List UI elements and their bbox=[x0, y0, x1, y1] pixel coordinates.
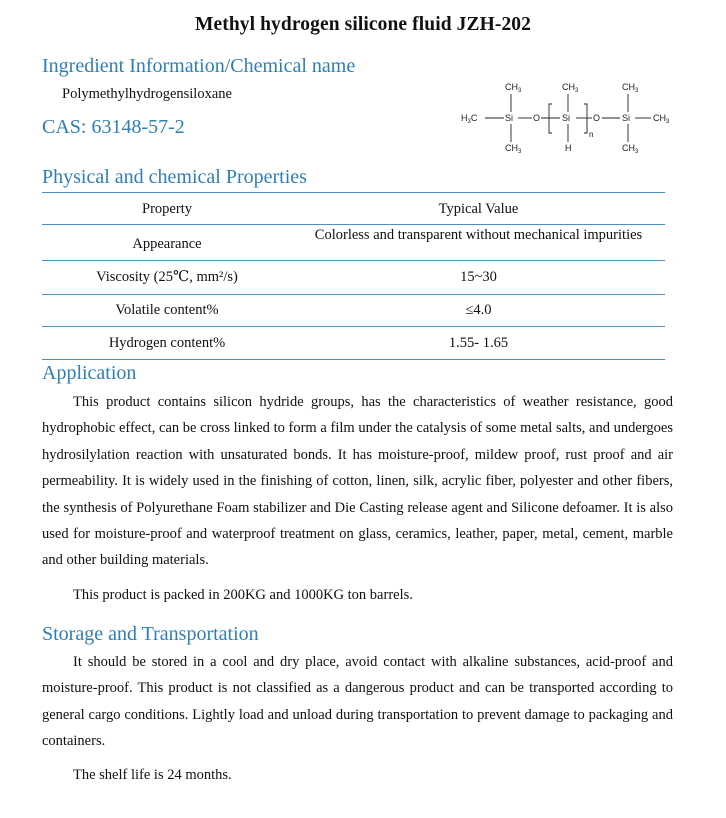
structural-formula bbox=[455, 78, 695, 158]
properties-heading: Physical and chemical Properties bbox=[42, 166, 307, 188]
table-cell: 15~30 bbox=[292, 261, 665, 295]
table-header-row bbox=[42, 194, 665, 225]
packing-note: This product is packed in 200KG and 1000KG ton barrels. bbox=[73, 587, 413, 603]
formula-h3c: $H_3C$ bbox=[461, 113, 478, 125]
table-cell: Colorless and transparent without mechanical impurities bbox=[292, 225, 665, 261]
formula-ch3-1: $CH_3$ bbox=[505, 82, 522, 94]
table-cell: Viscosity (25℃, mm²/s) bbox=[42, 261, 292, 295]
table-cell: Hydrogen content% bbox=[42, 327, 292, 360]
formula-h: H bbox=[565, 143, 572, 153]
chemical-name: Polymethylhydrogensiloxane bbox=[62, 86, 232, 102]
properties-top-rule bbox=[42, 192, 665, 193]
formula-ch3-5: $CH_3$ bbox=[622, 143, 639, 155]
formula-si-1: Si bbox=[505, 113, 514, 123]
table-row bbox=[42, 327, 665, 360]
formula-si-3: Si bbox=[622, 113, 631, 123]
table-cell: ≤4.0 bbox=[292, 295, 665, 327]
table-header-cell: Property bbox=[42, 194, 292, 225]
formula-o-1: O bbox=[533, 113, 541, 123]
formula-n: n bbox=[589, 130, 594, 139]
document-title: Methyl hydrogen silicone fluid JZH-202 bbox=[194, 14, 532, 35]
formula-ch3-2: $CH_3$ bbox=[562, 82, 579, 94]
table-row bbox=[42, 295, 665, 327]
table-cell: Volatile content% bbox=[42, 295, 292, 327]
formula-ch3-4: $CH_3$ bbox=[505, 143, 522, 155]
properties-table bbox=[42, 194, 665, 360]
table-row bbox=[42, 261, 665, 295]
storage-heading: Storage and Transportation bbox=[42, 623, 259, 645]
cas-number: CAS: 63148-57-2 bbox=[42, 116, 185, 138]
formula-ch3-3: $CH_3$ bbox=[622, 82, 639, 94]
ingredient-heading: Ingredient Information/Chemical name bbox=[42, 55, 356, 77]
storage-paragraph: It should be stored in a cool and dry place, avoid contact with alkaline substances, acid-proof and moisture-proof. This product is not classified as a dangerous product and can be transported according to general cargo conditions. Lightly load and unload during transportation to prevent damage to packaging and containers. bbox=[42, 654, 673, 750]
application-heading: Application bbox=[42, 362, 137, 384]
table-cell: 1.55- 1.65 bbox=[292, 327, 665, 360]
formula-si-2: Si bbox=[562, 113, 571, 123]
table-row bbox=[42, 225, 665, 261]
formula-ch3-right: $CH_3$ bbox=[653, 113, 670, 125]
formula-o-2: O bbox=[593, 113, 601, 123]
table-header-cell: Typical Value bbox=[292, 194, 665, 225]
application-paragraph: This product contains silicon hydride groups, has the characteristics of weather resistance, good hydrophobic effect, can be cross linked to form a film under the catalysis of some metal salts, and undergoes hydrosilylation reaction with unsaturated bonds. It has moisture-proof, mildew proof, rust proof and air permeability. It is widely used in the finishing of cotton, linen, silk, acrylic fiber, polyester and other fibers, the synthesis of Polyurethane Foam stabilizer and Die Casting release agent and Silicone defoamer. It is also used for moisture-proof and waterproof treatment on glass, ceramics, leather, paper, metal, cement, marble and other building materials. bbox=[42, 394, 673, 569]
shelf-life-note: The shelf life is 24 months. bbox=[73, 767, 232, 783]
table-cell: Appearance bbox=[42, 225, 292, 261]
